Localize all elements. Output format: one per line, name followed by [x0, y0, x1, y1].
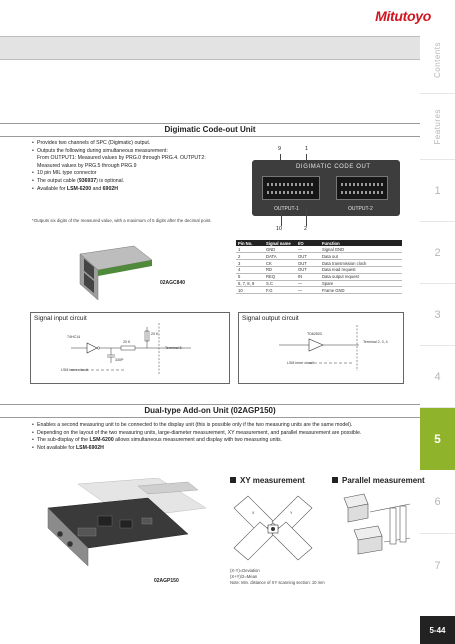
output-ic-label: TD62503: [307, 332, 322, 336]
parallel-measurement-diagram: [334, 492, 414, 564]
pin-row: [267, 191, 315, 194]
tab-1[interactable]: 1: [420, 160, 455, 222]
table-row: [236, 253, 402, 260]
input-r2-label: 20 K: [151, 332, 159, 336]
tab-contents[interactable]: Contents: [420, 28, 455, 94]
xy-label-x: X: [252, 511, 255, 515]
xy-label-y: Y: [290, 511, 293, 515]
dual-section-title: Dual-type Add-on Unit (02AGP150): [0, 404, 420, 418]
output-circuit-diagram: [239, 313, 403, 383]
digimatic-bullet-5: • Available for LSM-6200 and 6902H: [32, 186, 242, 194]
input-r1-label: 20 K: [123, 340, 131, 344]
signal-input-circuit: [30, 312, 230, 384]
tab-6[interactable]: 6: [420, 470, 455, 534]
dual-bullet-1: • Enables a second measuring unit to be connected to the display unit (this is possible only if the two measuring units are the same model).: [32, 422, 412, 430]
tab-7[interactable]: 7: [434, 560, 441, 572]
cell: OUT: [296, 260, 320, 267]
cell: 3: [236, 260, 264, 267]
note-deviation: (X-Y)=Deviation: [230, 568, 260, 573]
tab-5-active[interactable]: 5: [420, 408, 455, 470]
tab-features[interactable]: Features: [420, 94, 455, 160]
table-row: [236, 280, 402, 287]
cell: 1: [236, 246, 264, 253]
table-row: [236, 267, 402, 274]
signal-output-circuit: [238, 312, 404, 384]
output-terminal-label: Terminal 2, 3, 4: [363, 340, 388, 344]
dual-bullet-2: • Depending on the layout of the two measuring units, large-diameter measurement, XY measurement, and parallel measurement are possible.: [32, 430, 412, 438]
tab-3[interactable]: 3: [420, 284, 455, 346]
digimatic-bullet-3: • 10 pin MIL type connector: [32, 170, 242, 178]
input-ic-label: 74HC14: [67, 335, 81, 339]
input-circuit-diagram: [31, 313, 229, 383]
cell: REQ: [264, 273, 296, 280]
cell: Frame GND: [320, 287, 402, 294]
cell: CK: [264, 260, 296, 267]
cell: Data transmission clock: [320, 260, 402, 267]
cell: OUT: [296, 253, 320, 260]
page-number: 5-44: [420, 616, 455, 644]
input-side-label: LSM inner circuit: [61, 368, 88, 372]
output2-label: OUTPUT-2: [348, 206, 373, 212]
output-circuit-title: Signal output circuit: [242, 315, 299, 322]
callout-9: 9: [278, 146, 282, 152]
digimatic-bullet-2: • Outputs the following during simultaneous measurement: From OUTPUT1: Measured values by PRG.0 through PRG.4. OUTPUT2: Measured values by PRG.5 through PRG.9: [32, 148, 242, 171]
output-side-label: LSM inner circuit: [287, 361, 314, 365]
xy-measurement-title: XY measurement: [230, 476, 305, 485]
note-mean: (X+Y)/2=Mean: [230, 574, 258, 579]
square-bullet-icon: [332, 477, 338, 483]
callout-line-2: [306, 208, 307, 226]
input-terminal-label: Terminal 5: [165, 346, 182, 350]
pin-row: [341, 191, 383, 194]
cell: IN: [296, 273, 320, 280]
digimatic-footnote: *Outputs six digits of the measured value, with a maximum of 5 digits after the decimal point.: [32, 218, 212, 223]
dual-bullet-4: • Not available for LSM-6902H: [32, 445, 412, 453]
connector-photo: [252, 160, 400, 216]
table-row: [236, 246, 402, 253]
tab-2[interactable]: 2: [420, 222, 455, 284]
cell: 6, 7, 8, 9: [236, 280, 264, 287]
col-signal: Signal name: [264, 240, 296, 246]
cell: OUT: [296, 267, 320, 274]
cell: 10: [236, 287, 264, 294]
cell: —: [296, 287, 320, 294]
cell: F.G: [264, 287, 296, 294]
table-row: [236, 273, 402, 280]
xy-measurement-diagram: [228, 492, 318, 564]
parallel-measurement-title: Parallel measurement: [332, 476, 425, 485]
pin-row: [267, 183, 315, 186]
callout-10: 10: [276, 226, 283, 232]
callout-line-10: [281, 208, 282, 226]
note-min-distance: Note: Min. distance of XY scanning section: 10 mm: [230, 580, 325, 585]
table-row: [236, 287, 402, 294]
mitutoyo-logo: Mitutoyo: [375, 8, 431, 24]
digimatic-bullet-4: • The output cable (936937) is optional.: [32, 178, 242, 186]
add-on-board-image: [38, 478, 210, 570]
cell: Data output request: [320, 273, 402, 280]
sidebar: [420, 28, 455, 616]
cell: S.C: [264, 280, 296, 287]
callout-1: 1: [305, 146, 309, 152]
code-out-card-image: [76, 244, 156, 304]
output2-port: [336, 176, 388, 200]
cell: —: [296, 280, 320, 287]
connector-header-label: DIGIMATIC CODE OUT: [296, 164, 371, 170]
dual-bullet-3: • The sub-display of the LSM-6200 allows simultaneous measurement and display with two measuring units.: [32, 437, 412, 445]
cell: Signal GND: [320, 246, 402, 253]
code-out-card-label: 02AGC840: [160, 280, 186, 286]
pin-row: [341, 183, 383, 186]
cell: RD: [264, 267, 296, 274]
callout-2: 2: [304, 226, 308, 232]
add-on-board-label: 02AGP150: [154, 578, 179, 584]
digimatic-bullets: [32, 140, 242, 193]
dual-bullets: [32, 422, 412, 452]
col-pin: Pin No.: [236, 240, 264, 246]
digimatic-section-title: Digimatic Code-out Unit: [0, 123, 420, 137]
cell: DATA: [264, 253, 296, 260]
col-function: Function: [320, 240, 402, 246]
pin-assignment-table: [236, 240, 402, 294]
cell: 4: [236, 267, 264, 274]
cell: —: [296, 246, 320, 253]
input-cap-label: 330P: [115, 358, 124, 362]
tab-4[interactable]: 4: [420, 346, 455, 408]
output1-label: OUTPUT-1: [274, 206, 299, 212]
header-banner: [0, 36, 420, 60]
table-row: [236, 260, 402, 267]
input-circuit-title: Signal input circuit: [34, 315, 87, 322]
cell: 5: [236, 273, 264, 280]
cell: Data read request: [320, 267, 402, 274]
cell: 2: [236, 253, 264, 260]
xy-measurement-notes: [230, 568, 325, 586]
col-io: I/O: [296, 240, 320, 246]
cell: Data out: [320, 253, 402, 260]
cell: Spare: [320, 280, 402, 287]
digimatic-bullet-1: • Provides two channels of SPC (Digimatic) output.: [32, 140, 242, 148]
output1-port: [262, 176, 320, 200]
square-bullet-icon: [230, 477, 236, 483]
cell: GND: [264, 246, 296, 253]
